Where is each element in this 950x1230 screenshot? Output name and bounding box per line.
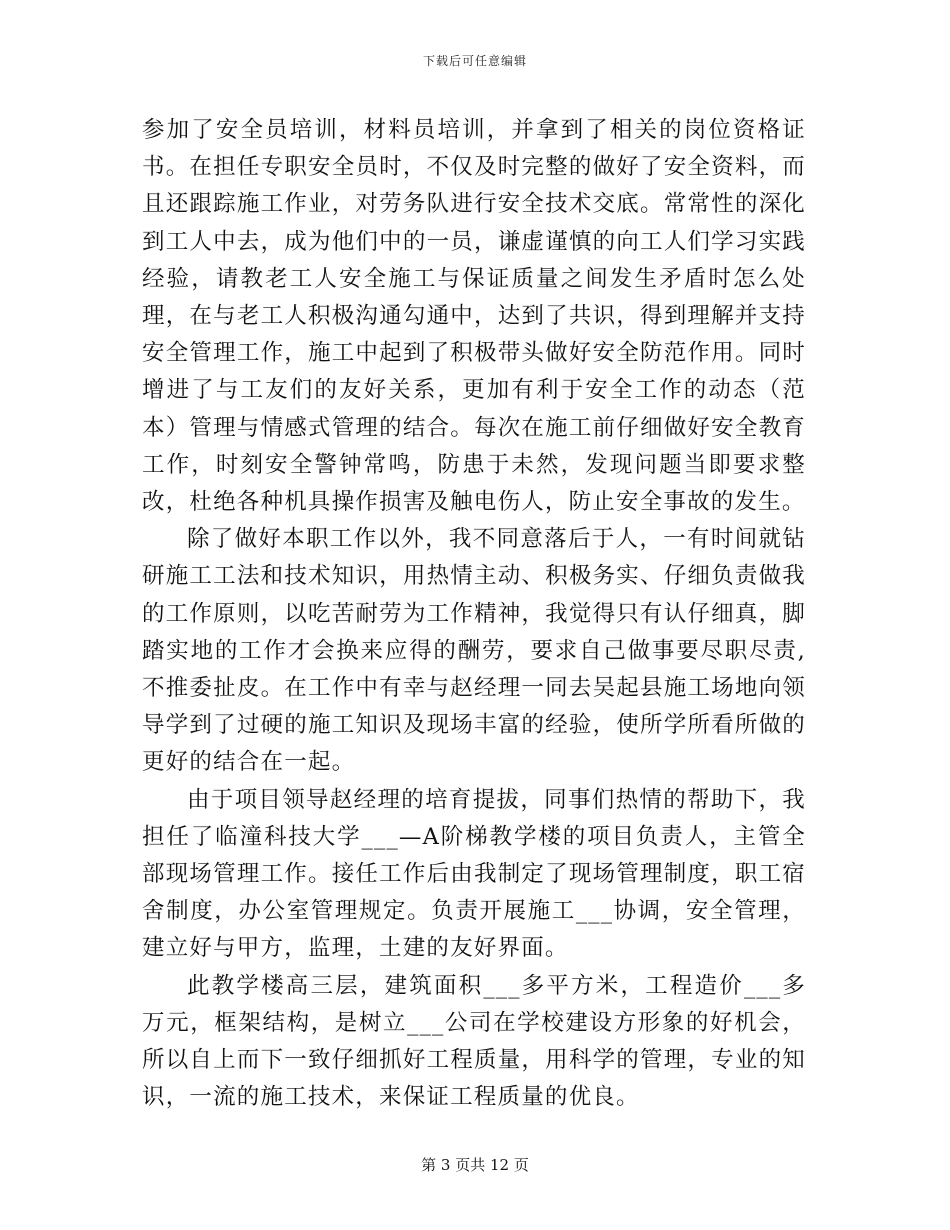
paragraph-2: 除了做好本职工作以外，我不同意落后于人，一有时间就钻研施工工法和技术知识，用热情主动、积极务实、仔细负责做我的工作原则，以吃苦耐劳为工作精神，我觉得只有认仔细真，脚踏实地的工作才会换来应得的酬劳，要求自己做事要尽职尽责,不推委扯皮。在工作中有幸与赵经理一同去吴起县施工场地向领导学到了过硬的施工知识及现场丰富的经验，使所学所看所做的更好的结合在一起。: [142, 526, 806, 776]
paragraph-3: 由于项目领导赵经理的培育提拔，同事们热情的帮助下，我担任了临潼科技大学___—A阶梯教学楼的项目负责人，主管全部现场管理工作。接任工作后由我制定了现场管理制度，职工宿舍制度，办公室管理规定。负责开展施工___协调，安全管理，建立好与甲方，监理，土建的友好界面。: [142, 786, 806, 962]
page-number: 第 3 页共 12 页: [421, 1156, 529, 1174]
document-body: [142, 112, 806, 1116]
page-header-note: 下载后可任意编辑: [422, 54, 527, 68]
paragraph-1: 参加了安全员培训，材料员培训，并拿到了相关的岗位资格证书。在担任专职安全员时，不仅及时完整的做好了安全资料，而且还跟踪施工作业，对劳务队进行安全技术交底。常常性的深化到工人中去，成为他们中的一员，谦虚谨慎的向工人们学习实践经验，请教老工人安全施工与保证质量之间发生矛盾时怎么处理，在与老工人积极沟通勾通中，达到了共识，得到理解并支持安全管理工作，施工中起到了积极带头做好安全防范作用。同时增进了与工友们的友好关系，更加有利于安全工作的动态（范本）管理与情感式管理的结合。每次在施工前仔细做好安全教育工作，时刻安全警钟常鸣，防患于未然，发现问题当即要求整改，杜绝各种机具操作损害及触电伤人，防止安全事故的发生。: [142, 117, 806, 516]
paragraph-4: 此教学楼高三层，建筑面积___多平方米，工程造价___多万元，框架结构，是树立___公司在学校建设方形象的好机会，所以自上而下一致仔细抓好工程质量，用科学的管理，专业的知识，一流的施工技术，来保证工程质量的优良。: [142, 972, 806, 1111]
